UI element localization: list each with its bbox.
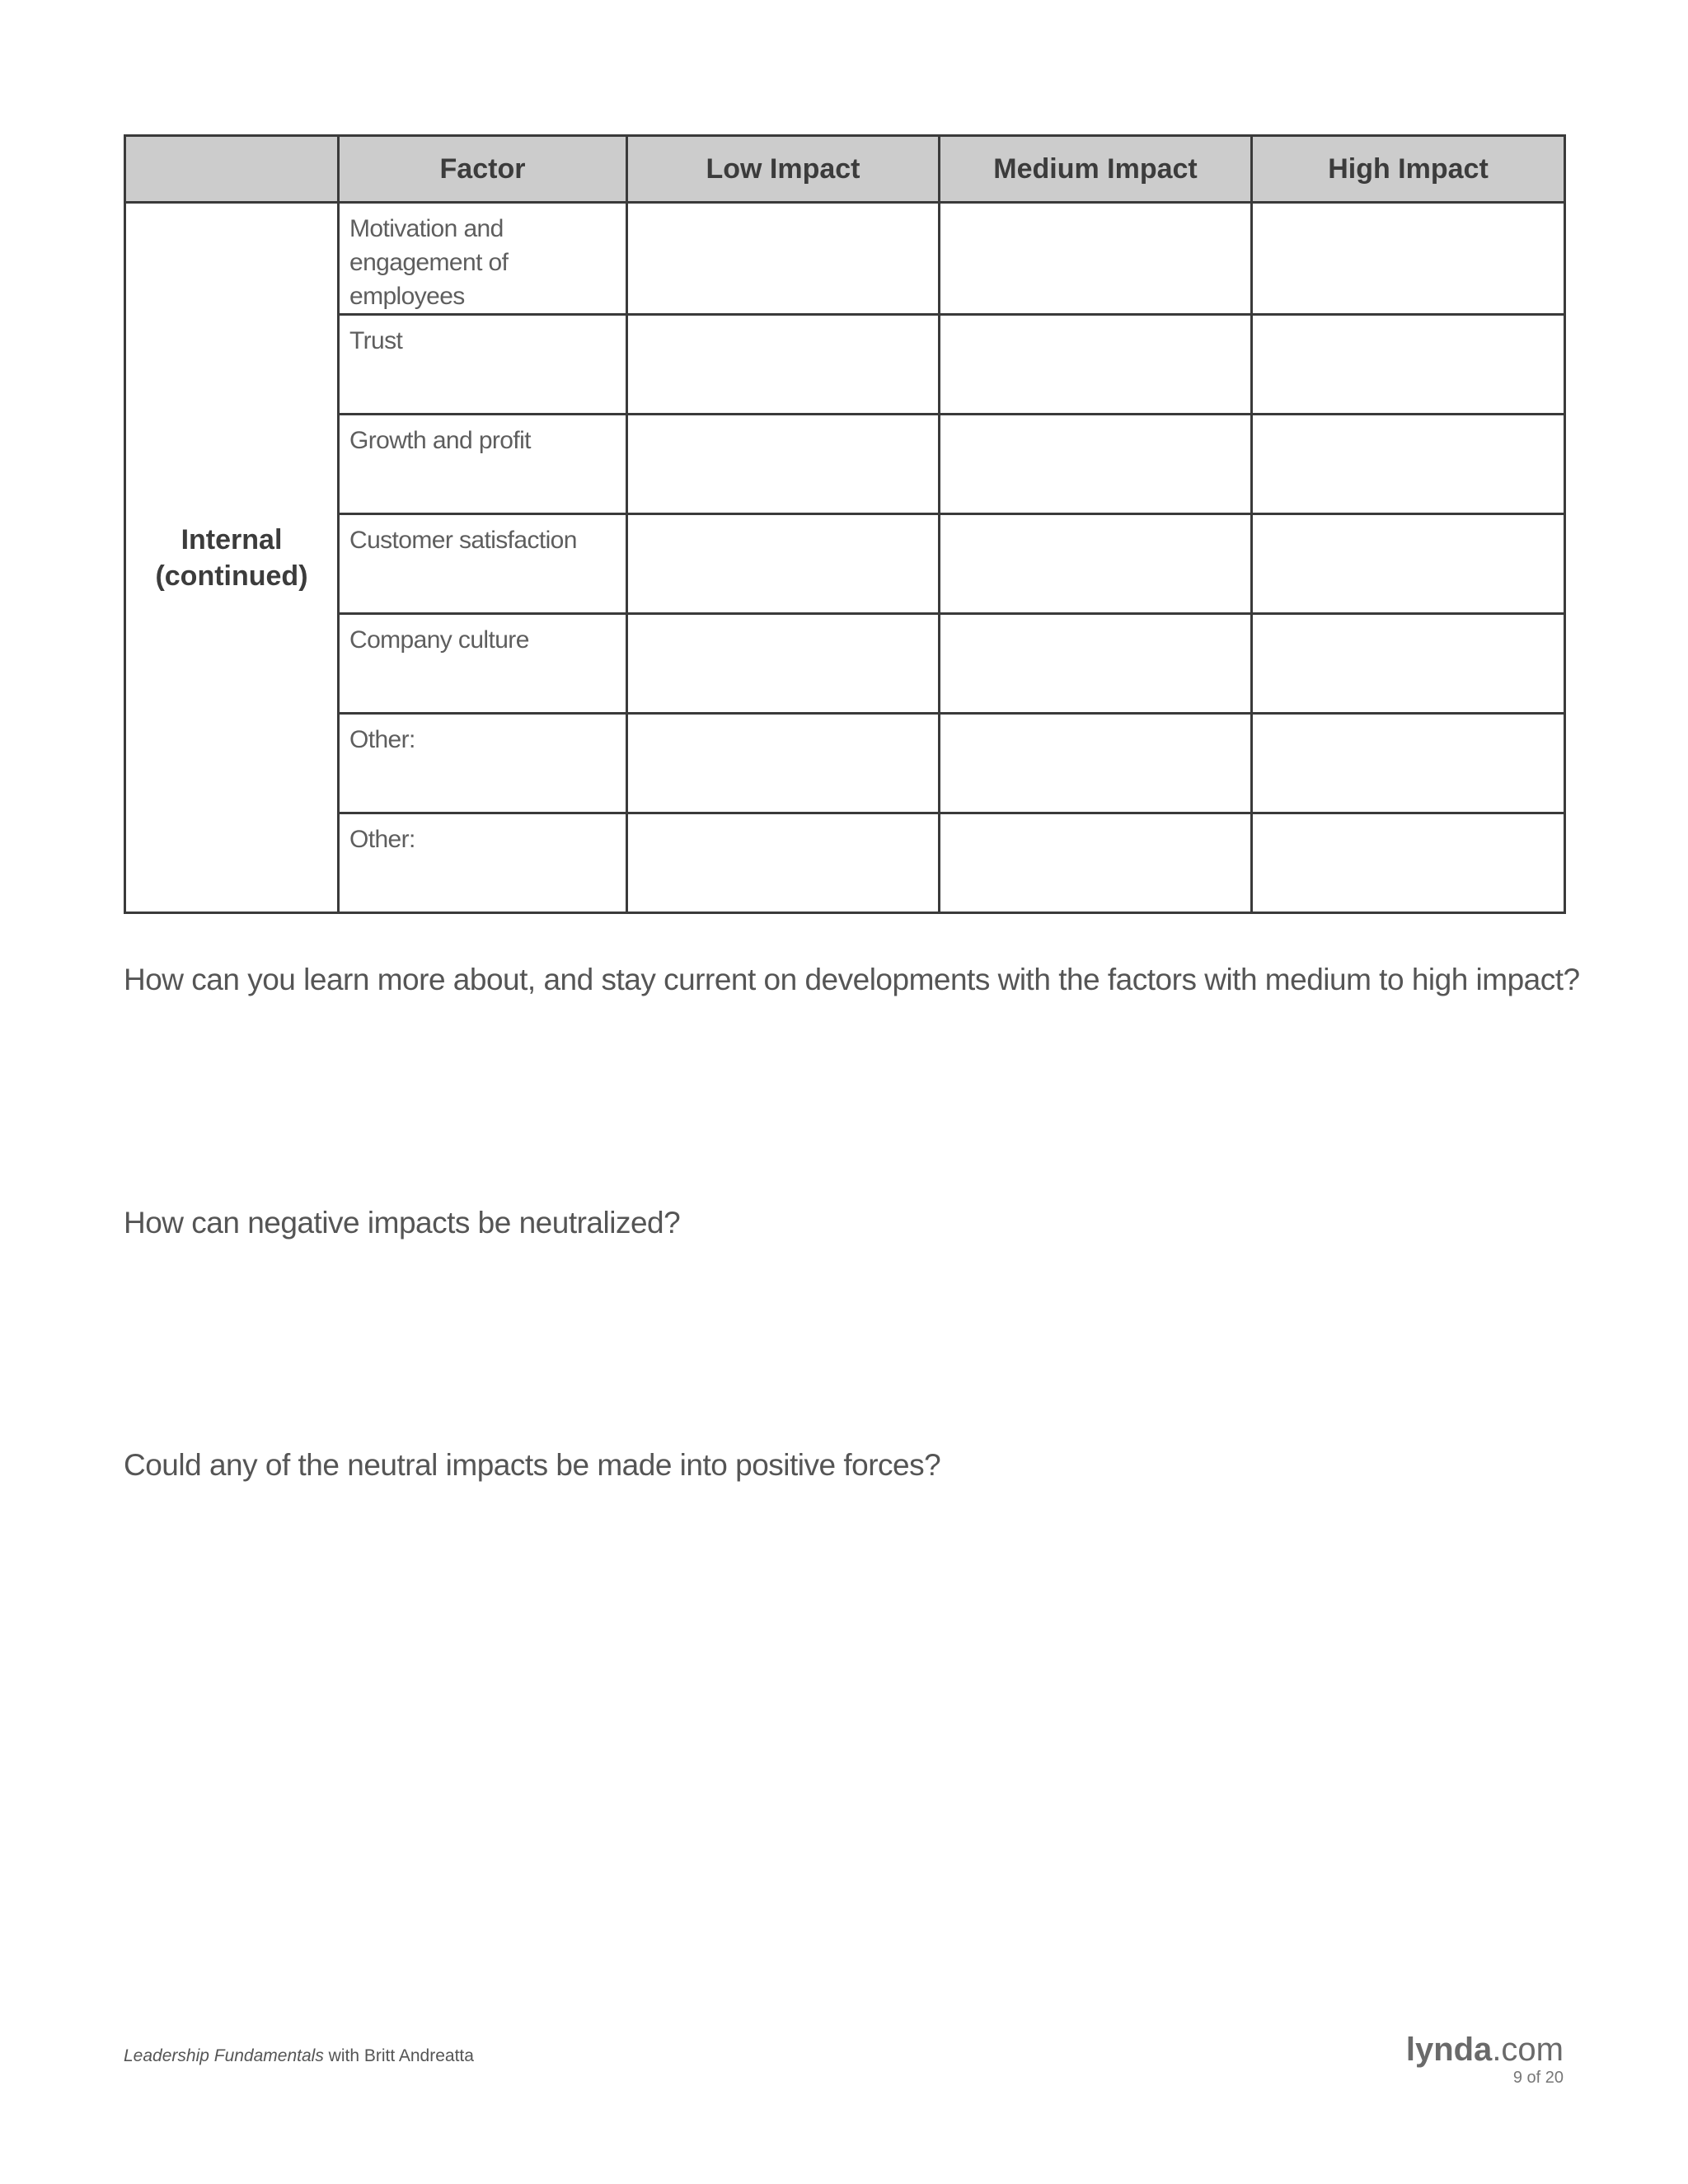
table-header-row [125,136,1565,203]
table-row [125,614,1565,714]
medium-impact-cell[interactable] [940,614,1252,714]
footer-course-credit [124,2046,474,2066]
factor-cell [339,813,627,913]
factor-label: Company culture [349,626,529,654]
low-impact-cell[interactable] [627,813,940,913]
question-neutralize-negative: How can negative impacts be neutralized? [124,1206,681,1240]
header-medium-impact: Medium Impact [940,136,1252,203]
header-factor: Factor [339,136,627,203]
medium-impact-cell[interactable] [940,714,1252,813]
high-impact-cell[interactable] [1252,203,1565,315]
medium-impact-cell[interactable] [940,813,1252,913]
factor-label: Trust [349,327,403,354]
medium-impact-cell[interactable] [940,415,1252,514]
medium-impact-cell[interactable] [940,203,1252,315]
factor-cell [339,315,627,415]
factor-label: Other: [349,826,415,853]
medium-impact-cell[interactable] [940,315,1252,415]
low-impact-cell[interactable] [627,415,940,514]
lynda-logo [1406,2032,1564,2068]
factor-cell [339,714,627,813]
question-neutral-to-positive: Could any of the neutral impacts be made into positive forces? [124,1448,941,1482]
category-label-line1: Internal [181,523,283,555]
low-impact-cell[interactable] [627,514,940,614]
logo-wordmark: lynda [1405,2032,1493,2068]
course-title: Leadership Fundamentals [124,2046,324,2065]
header-low-impact: Low Impact [627,136,940,203]
factor-cell [339,614,627,714]
high-impact-cell[interactable] [1252,514,1565,614]
factor-label: Growth and profit [349,427,531,454]
factor-cell [339,415,627,514]
table-row [125,514,1565,614]
high-impact-cell[interactable] [1252,614,1565,714]
factor-cell [339,203,627,315]
table-row [125,315,1565,415]
question-stay-current: How can you learn more about, and stay current on developments with the factors with medium to high impact? [124,963,1580,996]
course-author: with Britt Andreatta [323,2046,474,2065]
header-category [125,136,339,203]
high-impact-cell[interactable] [1252,714,1565,813]
factor-label: Other: [349,726,415,753]
page-number: 9 of 20 [1512,2069,1564,2087]
impact-table [124,134,1566,914]
table-row [125,415,1565,514]
footer-brand [1406,2032,1564,2088]
low-impact-cell[interactable] [627,714,940,813]
medium-impact-cell[interactable] [940,514,1252,614]
low-impact-cell[interactable] [627,614,940,714]
high-impact-cell[interactable] [1252,315,1565,415]
high-impact-cell[interactable] [1252,415,1565,514]
table-row [125,203,1565,315]
low-impact-cell[interactable] [627,315,940,415]
category-cell [125,203,339,913]
factor-cell [339,514,627,614]
logo-suffix: .com [1492,2032,1564,2068]
factor-label: Motivation and [349,215,504,242]
category-label-line2: (continued) [155,560,308,592]
header-high-impact: High Impact [1252,136,1565,203]
low-impact-cell[interactable] [627,203,940,315]
table-row [125,813,1565,913]
high-impact-cell[interactable] [1252,813,1565,913]
factor-label: Customer satisfaction [349,527,577,554]
factor-label-line2: engagement of employees [349,249,509,310]
table-row [125,714,1565,813]
